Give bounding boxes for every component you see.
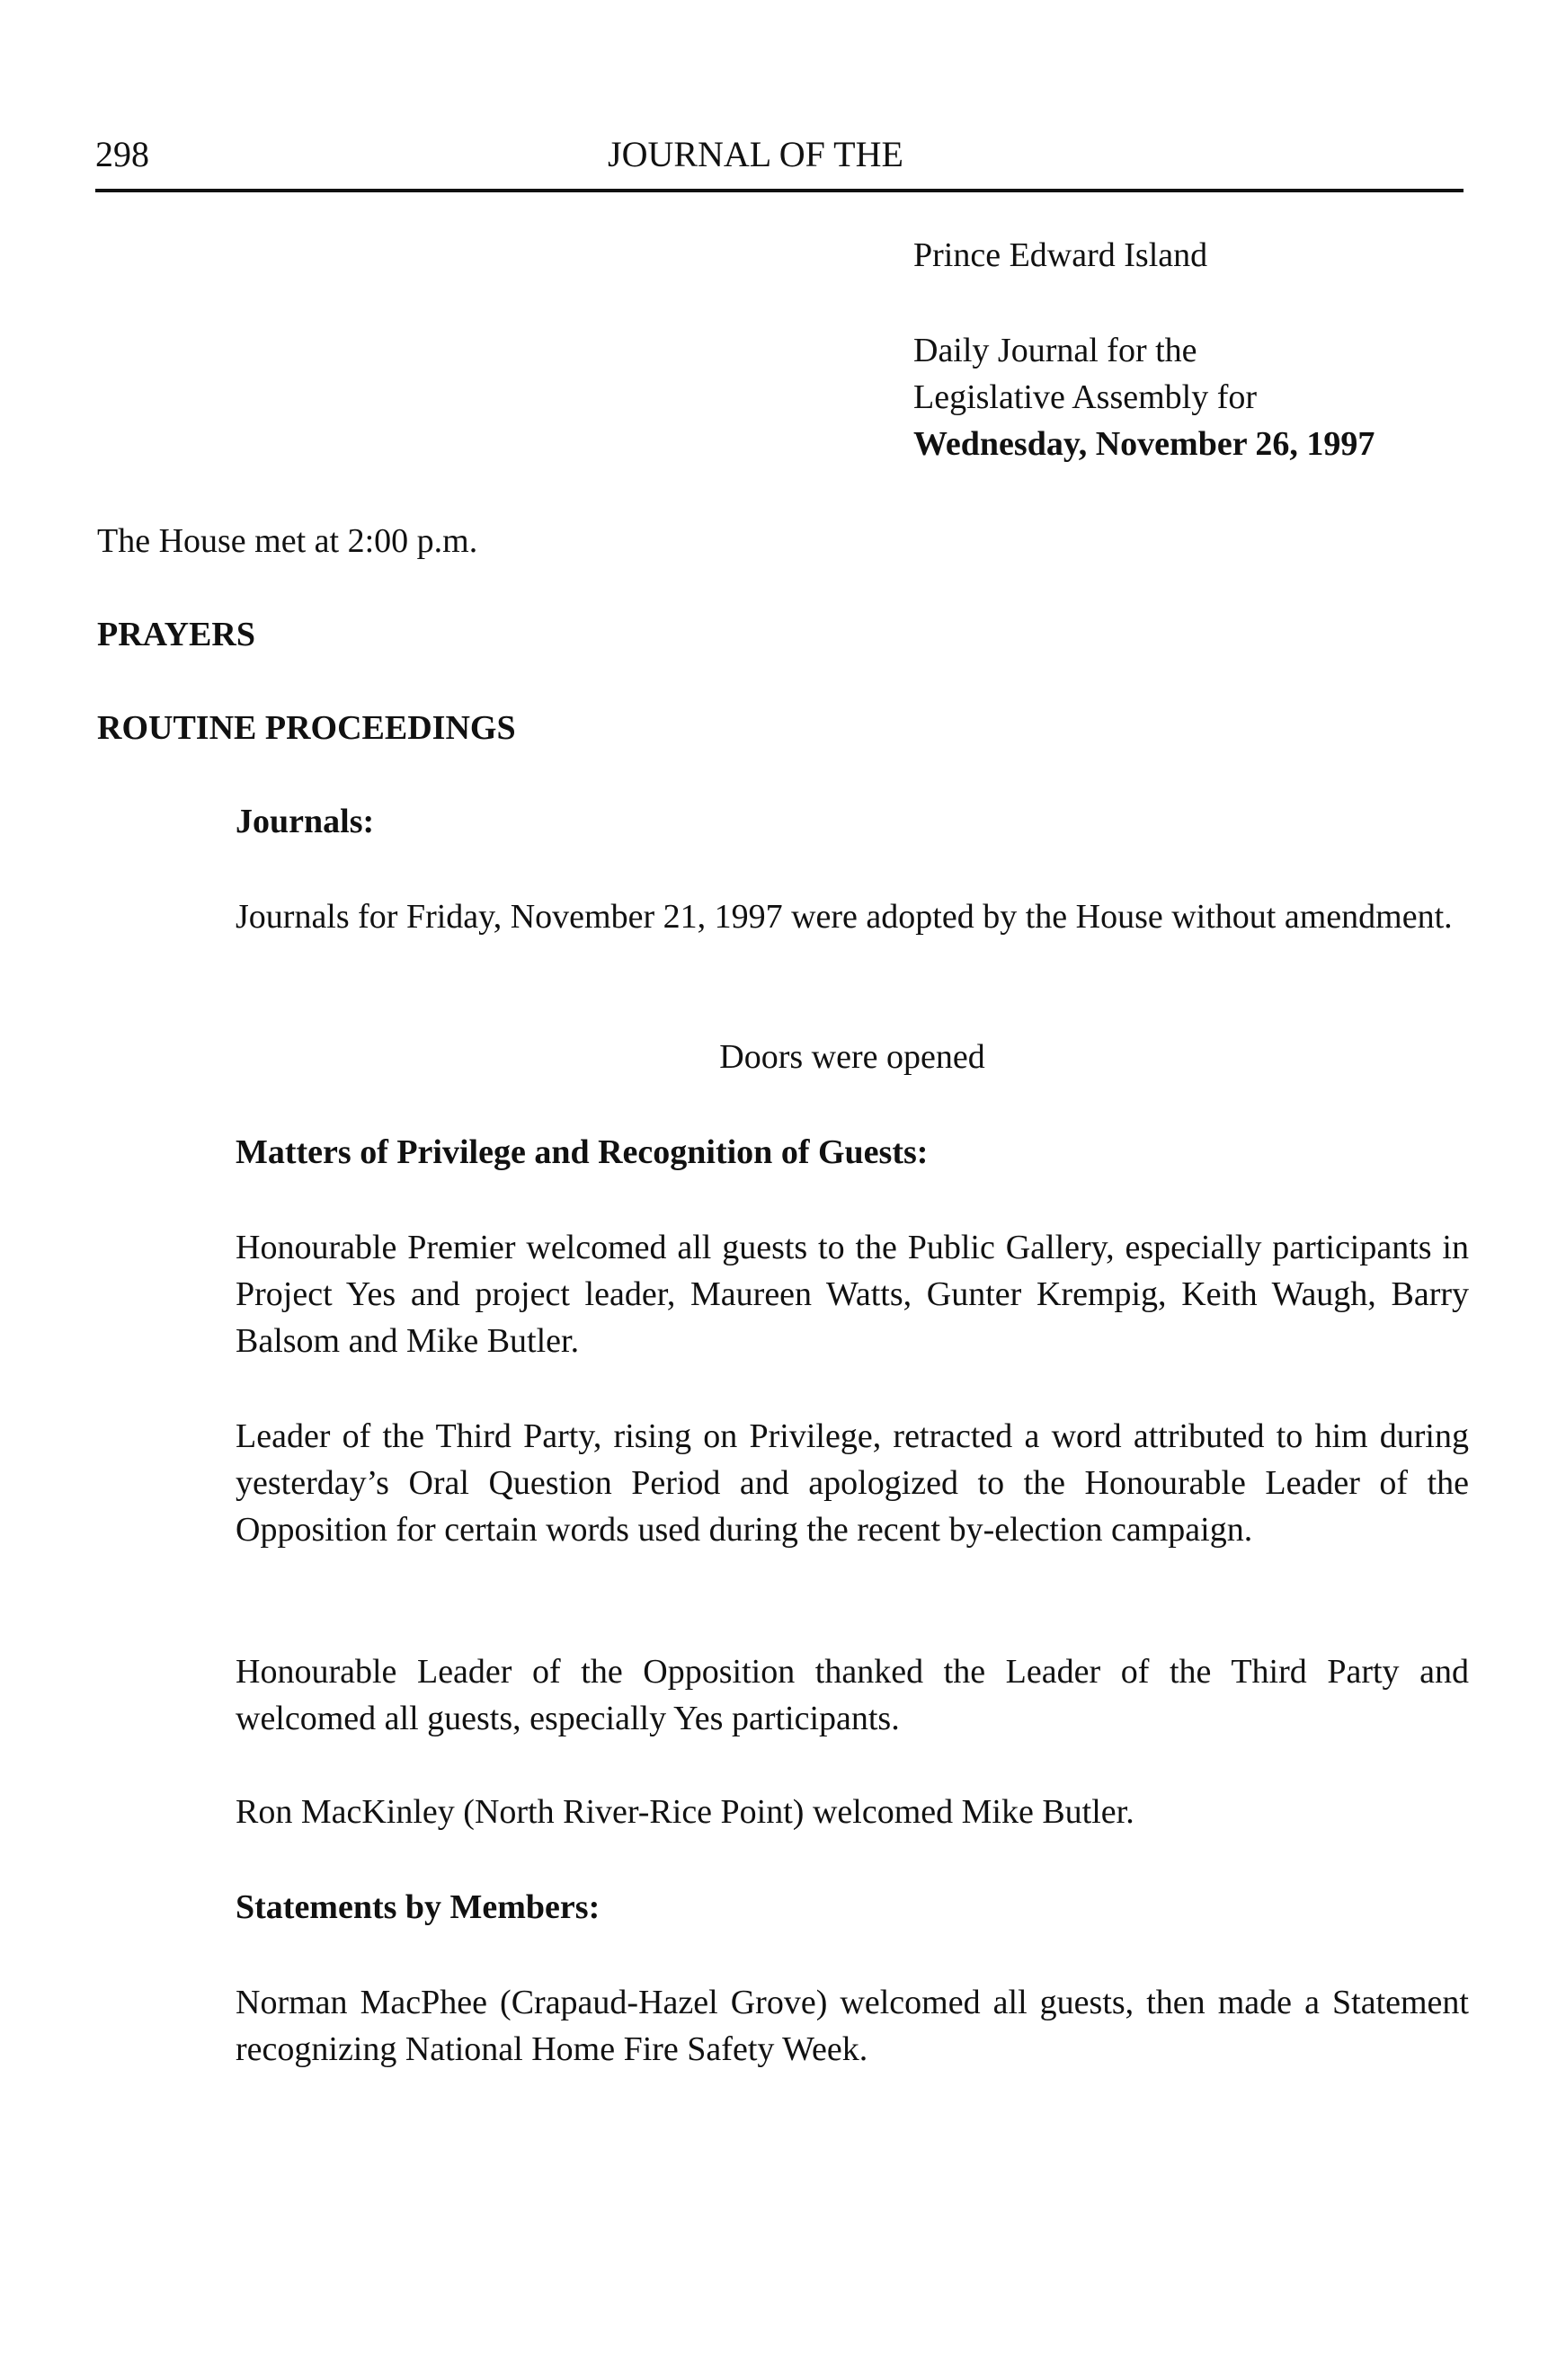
journal-date: Wednesday, November 26, 1997 [913, 425, 1375, 463]
journals-paragraph: Journals for Friday, November 21, 1997 were adopted by the House without amendment. [236, 898, 1453, 936]
privilege-heading: Matters of Privilege and Recognition of Guests: [236, 1133, 929, 1171]
house-met-line: The House met at 2:00 p.m. [97, 522, 478, 560]
mackinley-paragraph: Ron MacKinley (North River-Rice Point) welcomed Mike Butler. [236, 1793, 1134, 1831]
doors-opened-line: Doors were opened [719, 1038, 985, 1076]
routine-proceedings-heading: ROUTINE PROCEEDINGS [97, 709, 516, 747]
opposition-paragraph: Honourable Leader of the Opposition thanked the Leader of the Third Party and welcomed all guests, especially Yes participants. [236, 1653, 1469, 1737]
journal-title-line2: Legislative Assembly for [913, 378, 1258, 416]
statements-heading: Statements by Members: [236, 1888, 601, 1926]
journals-heading: Journals: [236, 803, 375, 840]
premier-paragraph: Honourable Premier welcomed all guests to the Public Gallery, especially participants in Project Yes and project leader, Maureen Watts, Gunter Krempig, Keith Waugh, Barry Balsom and Mike Butler. [236, 1229, 1469, 1360]
province-name: Prince Edward Island [913, 236, 1208, 274]
journal-title-line1: Daily Journal for the [913, 332, 1197, 369]
third-party-paragraph: Leader of the Third Party, rising on Privilege, retracted a word attributed to him during yesterday’s Oral Question Period and apologized to the Honourable Leader of the Opposition for certain words used during the recent by-election campaign. [236, 1417, 1469, 1549]
page-number: 298 [95, 134, 149, 174]
macphee-paragraph: Norman MacPhee (Crapaud-Hazel Grove) welcomed all guests, then made a Statement recognizing National Home Fire Safety Week. [236, 1984, 1469, 2068]
page-header [95, 133, 1464, 192]
running-head: JOURNAL OF THE [608, 134, 903, 174]
prayers-heading: PRAYERS [97, 616, 255, 653]
